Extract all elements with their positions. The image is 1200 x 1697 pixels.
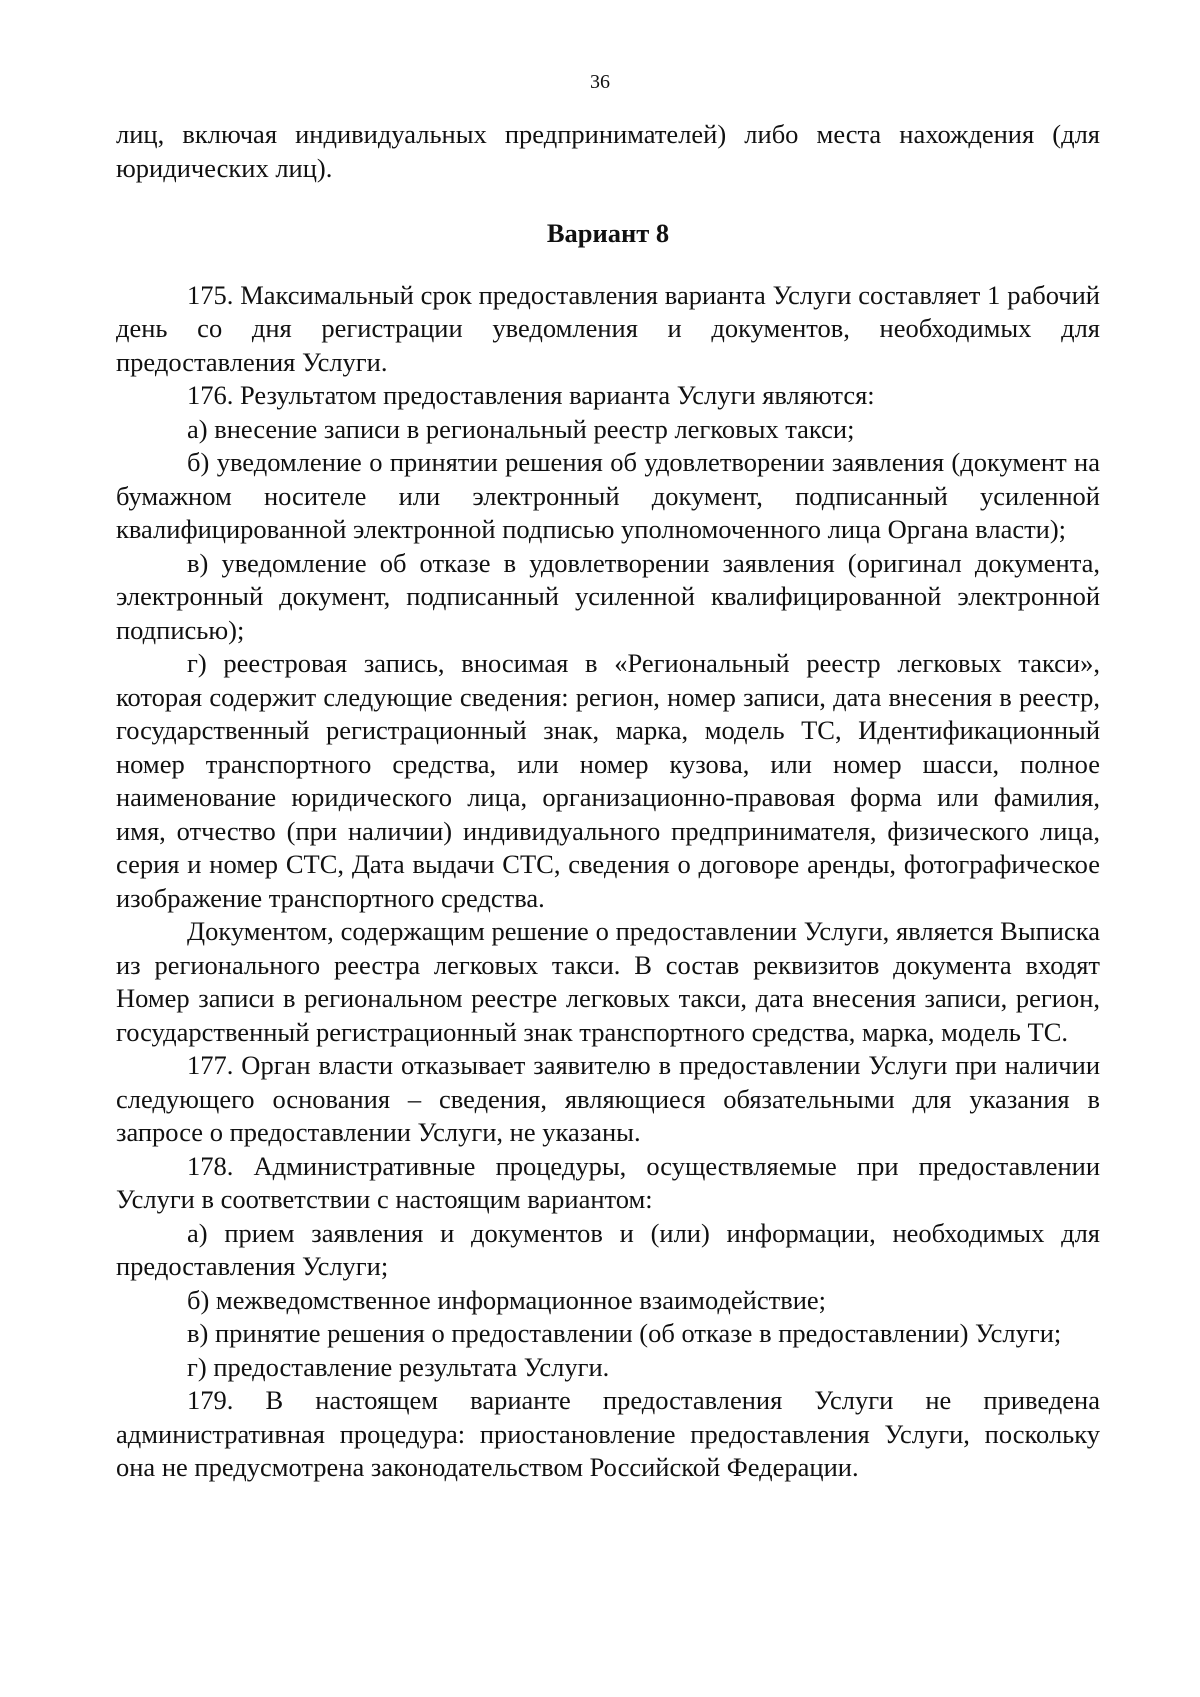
paragraph-178: 178. Административные процедуры, осуществляемые при предоставлении Услуги в соответствии с настоящим вариантом: [116, 1150, 1100, 1214]
paragraph-176: 176. Результатом предоставления варианта Услуги являются: [187, 380, 875, 410]
section-heading: Вариант 8 [546, 218, 670, 248]
paragraph-175: 175. Максимальный срок предоставления варианта Услуги составляет 1 рабочий день со дня регистрации уведомления и документов, необходимых для предоставления Услуги. [116, 279, 1100, 377]
paragraph-179: 179. В настоящем варианте предоставления Услуги не приведена административная процедура: приостановление предоставления Услуги, поскольку она не предусмотрена законодательством Российской Федерации. [116, 1385, 1100, 1482]
paragraph-177: 177. Орган власти отказывает заявителю в предоставлении Услуги при наличии следующего основания – сведения, являющиеся обязательными для указания в запросе о предоставлении Услуги, не указаны. [116, 1050, 1100, 1147]
continuation-paragraph: лиц, включая индивидуальных предпринимателей) либо места нахождения (для юридических лиц). [116, 119, 1100, 183]
page-number: 36 [590, 71, 610, 93]
list-item-176-b: б) уведомление о принятии решения об удовлетворении заявления (документ на бумажном носителе или электронный документ, подписанный усиленной квалифицированной электронной подписью уполномоченного лица Органа власти); [116, 447, 1100, 544]
list-item-178-v: в) принятие решения о предоставлении (об отказе в предоставлении) Услуги; [187, 1318, 1062, 1348]
paragraph-decision-document: Документом, содержащим решение о предоставлении Услуги, является Выписка из регионального реестра легковых такси. В состав реквизитов документа входят Номер записи в региональном реестре легковых такси, дата внесения записи, регион, государственный регистрационный знак транспортного средства, марка, модель ТС. [116, 916, 1100, 1047]
list-item-176-a: а) внесение записи в региональный реестр легковых такси; [187, 413, 855, 444]
list-item-176-g: г) реестровая запись, вносимая в «Региональный реестр легковых такси», которая содержит следующие сведения: регион, номер записи, дата внесения в реестр, государственный регистрационный знак, марка, модель ТС, Идентификационный номер транспортного средства, или номер кузова, или номер шасси, полное наименование юридического лица, организационно-правовая форма или фамилия, имя, отчество (при наличии) индивидуального предпринимателя, физического лица, серия и номер СТС, Дата выдачи СТС, сведения о договоре аренды, фотографическое изображение транспортного средства. [116, 648, 1100, 913]
list-item-178-b: б) межведомственное информационное взаимодействие; [187, 1284, 827, 1315]
list-item-178-g: г) предоставление результата Услуги. [187, 1351, 610, 1382]
list-item-178-a: а) прием заявления и документов и (или) информации, необходимых для предоставления Услуги; [116, 1217, 1100, 1281]
list-item-176-v: в) уведомление об отказе в удовлетворении заявления (оригинал документа, электронный документ, подписанный усиленной квалифицированной электронной подписью); [116, 547, 1100, 645]
document-body [116, 118, 1100, 1485]
